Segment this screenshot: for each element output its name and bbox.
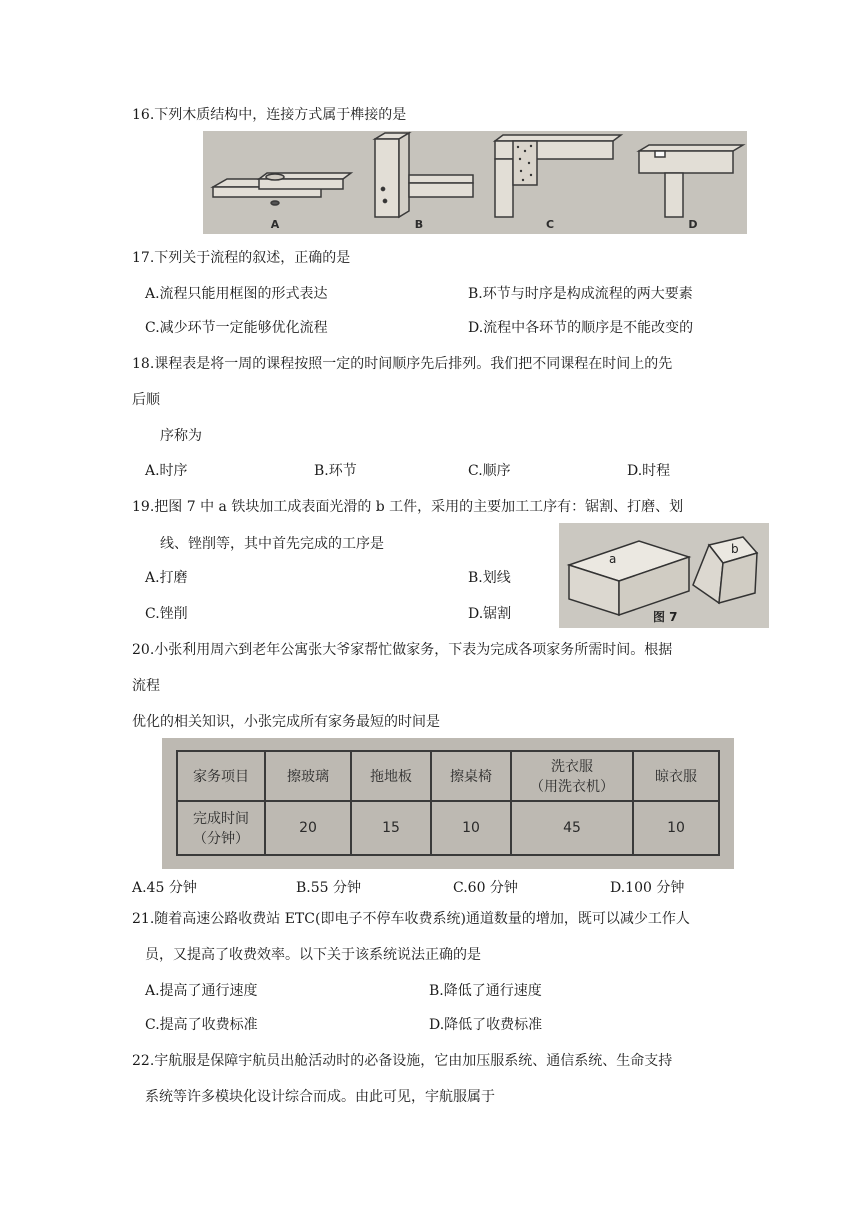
time-row-label-line1: 完成时间: [193, 811, 249, 827]
joint-d-label: D: [688, 218, 698, 231]
q21-stem-line1: 21.随着高速公路收费站 ETC(即电子不停车收费系统)通道数量的增加，既可以减少工作人: [132, 911, 690, 927]
q20-stem-line3: 优化的相关知识，小张完成所有家务最短的时间是: [132, 714, 440, 730]
q18-option-c: C.顺序: [468, 463, 511, 479]
q18-stem-line2: 后顺: [132, 392, 160, 408]
workpiece-a-label: a: [609, 552, 617, 566]
q19-stem-line1: 19.把图 7 中 a 铁块加工成表面光滑的 b 工件，采用的主要加工工序有：锯割、打磨、划: [132, 499, 684, 515]
q16-stem: 16.下列木质结构中，连接方式属于榫接的是: [132, 107, 407, 123]
task-name-cell: 拖地板: [351, 751, 431, 801]
table-row-tasks: [177, 751, 719, 801]
task-name-cell: 擦玻璃: [265, 751, 351, 801]
q18-option-b: B.环节: [314, 463, 357, 479]
q18-option-a: A.时序: [145, 463, 188, 479]
task-name-cell: [511, 751, 633, 801]
task-name-line1: 洗衣服: [551, 759, 593, 775]
q22-stem-line1: 22.宇航服是保障宇航员出舱活动时的必备设施，它由加压服系统、通信系统、生命支持: [132, 1053, 673, 1069]
joint-b-label: B: [414, 218, 424, 231]
q20-option-b: B.55 分钟: [296, 880, 362, 896]
q21-option-c: C.提高了收费标准: [145, 1017, 258, 1033]
q18-stem-line3: 序称为: [160, 428, 202, 444]
q22-stem-line2: 系统等许多模块化设计综合而成。由此可见，宇航服属于: [145, 1089, 495, 1105]
q20-option-a: A.45 分钟: [132, 880, 197, 896]
q20-option-d: D.100 分钟: [610, 880, 685, 896]
table-row-minutes: [177, 801, 719, 855]
q21-option-a: A.提高了通行速度: [145, 983, 258, 999]
time-row-label-line2: （分钟）: [193, 831, 249, 847]
q17-option-b: B.环节与时序是构成流程的两大要素: [468, 286, 693, 302]
figure-7-caption: 图 7: [653, 610, 678, 624]
chores-table: [176, 750, 720, 856]
task-minutes-cell: 15: [351, 801, 431, 855]
task-name-cell: 晾衣服: [633, 751, 719, 801]
q16-joint-figure: [203, 131, 747, 234]
q19-option-c: C.锉削: [145, 606, 188, 622]
q18-stem-line1: 18.课程表是将一周的课程按照一定的时间顺序先后排列。我们把不同课程在时间上的先: [132, 356, 673, 372]
q19-option-b: B.划线: [468, 570, 511, 586]
workpiece-b-label: b: [731, 542, 739, 556]
q20-stem-line1: 20.小张利用周六到老年公寓张大爷家帮忙做家务，下表为完成各项家务所需时间。根据: [132, 642, 673, 658]
task-minutes-cell: 10: [633, 801, 719, 855]
task-minutes-cell: 45: [511, 801, 633, 855]
task-minutes-cell: 20: [265, 801, 351, 855]
joint-a-label: A: [270, 218, 280, 231]
task-name-cell: 擦桌椅: [431, 751, 511, 801]
q21-option-b: B.降低了通行速度: [429, 983, 542, 999]
time-row-label: [177, 801, 265, 855]
joint-c-label: C: [545, 218, 555, 231]
q19-option-d: D.锯割: [468, 606, 512, 622]
q20-stem-line2: 流程: [132, 678, 160, 694]
table-header-label: 家务项目: [177, 751, 265, 801]
q17-option-c: C.减少环节一定能够优化流程: [145, 320, 328, 336]
task-minutes-cell: 10: [431, 801, 511, 855]
q19-stem-line2: 线、锉削等，其中首先完成的工序是: [160, 536, 384, 552]
figure-7-workpiece: [559, 523, 769, 628]
q17-option-a: A.流程只能用框图的形式表达: [145, 286, 328, 302]
task-name-line2: （用洗衣机）: [530, 779, 614, 795]
q21-stem-line2: 员，又提高了收费效率。以下关于该系统说法正确的是: [145, 947, 481, 963]
q20-option-c: C.60 分钟: [453, 880, 518, 896]
q18-option-d: D.时程: [627, 463, 671, 479]
q17-stem: 17.下列关于流程的叙述，正确的是: [132, 250, 351, 266]
q21-option-d: D.降低了收费标准: [429, 1017, 543, 1033]
chores-table-photo: [162, 738, 734, 869]
q17-option-d: D.流程中各环节的顺序是不能改变的: [468, 320, 694, 336]
q19-option-a: A.打磨: [145, 570, 188, 586]
